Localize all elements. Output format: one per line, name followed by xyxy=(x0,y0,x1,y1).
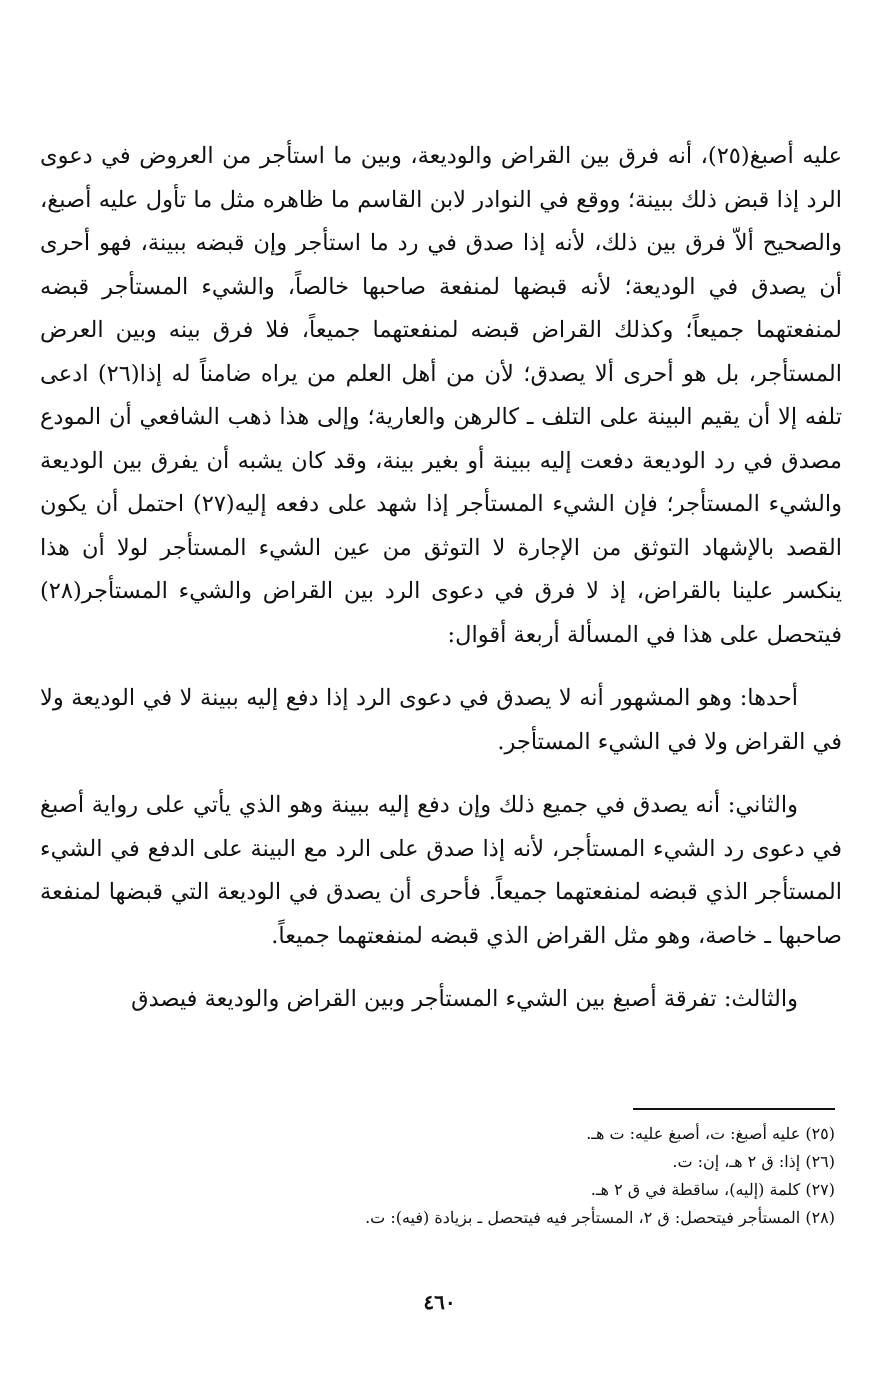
paragraph-1: عليه أصبغ(٢٥)، أنه فرق بين القراض والوديعة، وبين ما استأجر من العروض في دعوى الرد إذا قبض ذلك ببينة؛ ووقع في النوادر لابن القاسم ما ظاهره مثل ما تأول عليه أصبغ، والصحيح ألاّ فرق بين ذلك، لأنه إذا صدق في رد ما استأجر وإن قبضه ببينة، فهو أحرى أن يصدق في الوديعة؛ لأنه قبضها لمنفعة صاحبها خالصاً، والشيء المستأجر قبضه لمنفعتهما جميعاً؛ وكذلك القراض قبضه لمنفعتهما جميعاً، فلا فرق بينه وبين العرض المستأجر، بل هو أحرى ألا يصدق؛ لأن من أهل العلم من يراه ضامناً له إذا(٢٦) ادعى تلفه إلا أن يقيم البينة على التلف ـ كالرهن والعارية؛ وإلى هذا ذهب الشافعي أن المودع مصدق في رد الوديعة دفعت إليه ببينة أو بغير بينة، وقد كان يشبه أن يفرق بين الوديعة والشيء المستأجر؛ فإن الشيء المستأجر إذا شهد على دفعه إليه(٢٧) احتمل أن يكون القصد بالإشهاد التوثق من الإجارة لا التوثق من عين الشيء المستأجر لولا أن هذا ينكسر علينا بالقراض، إذ لا فرق في دعوى الرد بين القراض والشيء المستأجر(٢٨) فيتحصل على هذا في المسألة أربعة أقوال: xyxy=(40,143,843,648)
main-text xyxy=(40,135,842,1042)
footnote-25: (٢٥) عليه أصبغ: ت، أصبغ عليه: ت هـ. xyxy=(586,1124,835,1143)
page-number: ٤٦٠ xyxy=(423,1290,456,1314)
footnote-separator xyxy=(633,1108,835,1110)
paragraph-4: والثالث: تفرقة أصبغ بين الشيء المستأجر وبين القراض والوديعة فيصدق xyxy=(131,986,798,1012)
paragraph-2: أحدها: وهو المشهور أنه لا يصدق في دعوى الرد إذا دفع إليه ببينة لا في الوديعة ولا في القراض ولا في الشيء المستأجر. xyxy=(40,685,842,755)
footnote-26: (٢٦) إذا: ق ٢ هـ، إن: ت. xyxy=(672,1152,835,1171)
footnote-27: (٢٧) كلمة (إليه)، ساقطة في ق ٢ هـ. xyxy=(590,1180,835,1199)
footnote-28: (٢٨) المستأجر فيتحصل: ق ٢، المستأجر فيه فيتحصل ـ بزيادة (فيه): ت. xyxy=(365,1208,835,1227)
paragraph-3: والثاني: أنه يصدق في جميع ذلك وإن دفع إليه ببينة وهو الذي يأتي على رواية أصبغ في دعوى رد الشيء المستأجر، لأنه إذا صدق على الرد مع البينة على الدفع في الشيء المستأجر الذي قبضه لمنفعتهما جميعاً. فأحرى أن يصدق في الوديعة التي قبضها لمنفعة صاحبها ـ خاصة، وهو مثل القراض الذي قبضه لمنفعتهما جميعاً. xyxy=(40,792,842,949)
footnotes xyxy=(235,1120,835,1232)
